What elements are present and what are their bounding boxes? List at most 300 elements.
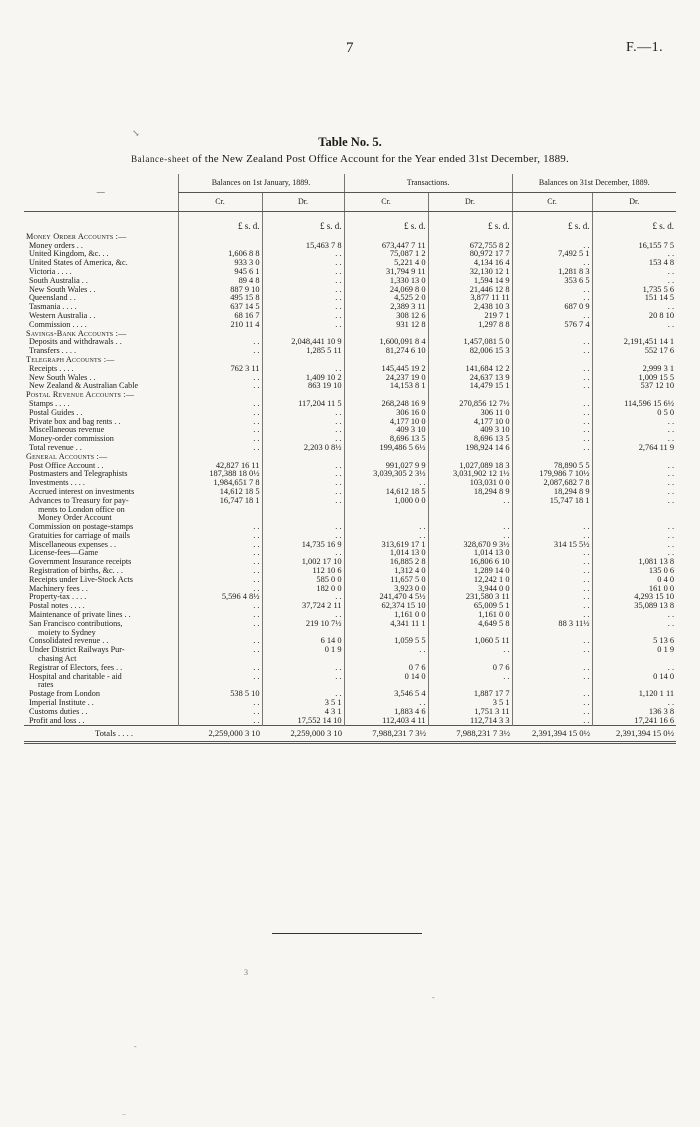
value-cell [262,391,344,400]
row-label: Profit and loss . . [29,716,85,725]
value-cell [344,514,428,523]
value-cell: 35,089 13 8 [592,602,676,611]
table-row [24,611,676,620]
value-cell: . . [178,523,262,532]
value-cell [428,506,512,515]
value-cell: 18,294 8 9 [428,488,512,497]
value-cell: 3,039,305 2 3½ [344,470,428,479]
section-label: General Accounts :— [26,452,108,461]
value-cell [512,233,592,242]
table-row [24,514,676,523]
value-cell: 2,764 11 9 [592,444,676,453]
value-cell: 409 3 10 [428,426,512,435]
value-cell [512,655,592,664]
value-cell [262,506,344,515]
value-cell [344,453,428,462]
value-cell: 931 12 8 [344,321,428,330]
row-label: Private box and bag rents . . [29,417,121,426]
totals-cell: 7,988,231 7 3½ [344,726,428,743]
value-cell: 2,048,441 10 9 [262,338,344,347]
row-label: Money Order Account [38,514,112,523]
value-cell: . . [512,259,592,268]
table-row [24,717,676,726]
value-cell: . . [262,259,344,268]
value-cell: 11,657 5 0 [344,576,428,585]
value-cell: 353 6 5 [512,277,592,286]
value-cell [344,655,428,664]
table-row [24,646,676,655]
value-cell [428,391,512,400]
value-cell: . . [178,708,262,717]
header-blank: — [24,174,178,212]
value-cell [262,233,344,242]
value-cell: . . [512,382,592,391]
balance-sheet-table-wrapper [24,174,676,744]
value-cell: . . [592,418,676,427]
table-row [24,655,676,664]
row-label: Advances to Treasury for pay- [29,496,129,505]
value-cell: . . [512,549,592,558]
value-cell: . . [178,418,262,427]
value-cell [344,391,428,400]
totals-cell: 2,259,000 3 10 [262,726,344,743]
value-cell: . . [262,409,344,418]
totals-cell: 7,988,231 7 3½ [428,726,512,743]
value-cell: . . [512,312,592,321]
value-cell: 0 14 0 [344,673,428,682]
table-row [24,699,676,708]
header-col-dr: Dr. [262,193,344,212]
value-cell: . . [178,444,262,453]
table-row [24,585,676,594]
table-row [24,620,676,629]
value-cell: 78,890 5 5 [512,462,592,471]
value-cell [512,391,592,400]
value-cell [428,655,512,664]
value-cell: 1,457,081 5 0 [428,338,512,347]
table-row [24,673,676,682]
table-header [24,174,676,212]
table-row [24,497,676,506]
value-cell: 0 14 0 [592,673,676,682]
value-cell: . . [512,418,592,427]
row-label: Commission on postage-stamps [29,523,134,532]
units-blank [24,212,178,233]
value-cell: 4,293 15 10 [592,593,676,602]
value-cell: 141,684 12 2 [428,365,512,374]
row-label: South Australia . . [29,276,88,285]
row-label: Property-tax . . . . [29,593,87,602]
value-cell: 3,877 11 11 [428,294,512,303]
value-cell: . . [178,541,262,550]
table-row [24,242,676,251]
value-cell [428,453,512,462]
value-cell [344,681,428,690]
value-cell [428,356,512,365]
value-cell: . . [592,664,676,673]
header-col-cr: Cr. [178,193,262,212]
value-cell: . . [592,462,676,471]
value-cell: . . [512,523,592,532]
value-cell: . . [592,321,676,330]
value-cell: . . [344,699,428,708]
value-cell: 2,999 3 1 [592,365,676,374]
value-cell: . . [512,602,592,611]
value-cell: . . [512,426,592,435]
value-cell: 136 3 8 [592,708,676,717]
value-cell: . . [178,611,262,620]
row-label: Machinery fees . . [29,584,88,593]
value-cell [178,506,262,515]
value-cell: . . [592,611,676,620]
row-label: New Zealand & Australian Cable [29,382,139,391]
value-cell: 8,696 13 5 [344,435,428,444]
totals-cell: 2,259,000 3 10 [178,726,262,743]
value-cell [512,506,592,515]
value-cell: . . [262,673,344,682]
value-cell: . . [262,664,344,673]
value-cell: 14,612 18 5 [178,488,262,497]
table-row [24,576,676,585]
value-cell: . . [178,585,262,594]
value-cell: 2,087,682 7 8 [512,479,592,488]
value-cell [178,356,262,365]
value-cell [592,514,676,523]
value-cell: . . [262,470,344,479]
row-label: Maintenance of private lines . . [29,611,131,620]
row-label: Gratuities for carriage of mails [29,531,130,540]
value-cell: 219 10 7½ [262,620,344,629]
table-row [24,268,676,277]
value-cell: . . [592,435,676,444]
row-label: Total revenue . . [29,443,82,452]
value-cell: . . [512,365,592,374]
row-label: New South Wales . . [29,373,96,382]
value-cell: . . [512,673,592,682]
value-cell: 0 1 9 [262,646,344,655]
value-cell: . . [512,593,592,602]
value-cell: . . [428,532,512,541]
value-cell [512,453,592,462]
value-cell: . . [592,497,676,506]
header-col-dr: Dr. [428,193,512,212]
value-cell: 16,806 6 10 [428,558,512,567]
value-cell: . . [262,532,344,541]
table-row [24,567,676,576]
value-cell: 2,191,451 14 1 [592,338,676,347]
value-cell: . . [428,523,512,532]
value-cell: 3,944 0 0 [428,585,512,594]
value-cell: 103,031 0 0 [428,479,512,488]
value-cell: . . [178,637,262,646]
header-col-cr: Cr. [344,193,428,212]
row-label: Post Office Account . . [29,461,104,470]
value-cell: . . [262,479,344,488]
subtitle-rest: of the New Zealand Post Office Account for the Year ended 31st December, 1889. [192,153,569,165]
value-cell: 145,445 19 2 [344,365,428,374]
value-cell: 3,546 5 4 [344,690,428,699]
value-cell: 82,006 15 3 [428,347,512,356]
value-cell: 863 19 10 [262,382,344,391]
row-label: Postal Guides . . [29,408,83,417]
value-cell: . . [512,690,592,699]
table-row [24,681,676,690]
value-cell: . . [512,646,592,655]
value-cell: 18,294 8 9 [512,488,592,497]
value-cell: . . [512,567,592,576]
value-cell: . . [592,523,676,532]
section-header-row [24,233,676,242]
row-label: Receipts under Live-Stock Acts [29,575,133,584]
value-cell: . . [178,532,262,541]
section-header-row [24,330,676,339]
balance-sheet-table [24,174,676,744]
value-cell: 81,274 6 10 [344,347,428,356]
value-cell [592,629,676,638]
value-cell: 20 8 10 [592,312,676,321]
row-label: United States of America, &c. [29,259,128,268]
value-cell: 306 11 0 [428,409,512,418]
value-cell: . . [262,277,344,286]
value-cell: . . [178,347,262,356]
unit-cell: £ s. d. [178,212,262,233]
value-cell: 14,479 15 1 [428,382,512,391]
row-label: San Francisco contributions, [29,619,123,628]
value-cell: . . [262,321,344,330]
value-cell [592,681,676,690]
value-cell [344,356,428,365]
section-label: Telegraph Accounts :— [26,355,115,364]
table-row [24,470,676,479]
value-cell: 0 7 6 [344,664,428,673]
value-cell: . . [512,435,592,444]
value-cell: 2,389 3 11 [344,303,428,312]
value-cell: 313,619 17 1 [344,541,428,550]
value-cell: 1,285 5 11 [262,347,344,356]
value-cell: 17,241 16 6 [592,717,676,726]
speck-mark: 3 [244,968,248,977]
value-cell: . . [178,620,262,629]
value-cell [262,356,344,365]
table-row [24,532,676,541]
value-cell: 537 12 10 [592,382,676,391]
value-cell [178,629,262,638]
value-cell: 151 14 5 [592,294,676,303]
value-cell: 585 0 0 [262,576,344,585]
value-cell [592,453,676,462]
value-cell: . . [178,374,262,383]
value-cell: 270,856 12 7½ [428,400,512,409]
value-cell: . . [512,699,592,708]
row-label: Commission . . . . [29,320,87,329]
value-cell: 1,330 13 0 [344,277,428,286]
row-label: rates [38,681,54,690]
table-row [24,418,676,427]
value-cell: 37,724 2 11 [262,602,344,611]
totals-row [24,726,676,743]
value-cell [178,453,262,462]
value-cell: 5,596 4 8½ [178,593,262,602]
value-cell [262,514,344,523]
value-cell: 21,446 12 8 [428,286,512,295]
table-row [24,708,676,717]
row-label: Hospital and charitable - aid [29,672,122,681]
value-cell [592,330,676,339]
table-row [24,409,676,418]
value-cell: 2,203 0 8½ [262,444,344,453]
value-cell: 114,596 15 6½ [592,400,676,409]
value-cell [262,629,344,638]
value-cell: 135 0 6 [592,567,676,576]
value-cell: 1,081 13 8 [592,558,676,567]
value-cell: . . [262,523,344,532]
value-cell: 637 14 5 [178,303,262,312]
value-cell: 0 1 9 [592,646,676,655]
value-cell: 89 4 8 [178,277,262,286]
table-subtitle [0,153,700,165]
value-cell: . . [262,488,344,497]
value-cell: 16,885 2 8 [344,558,428,567]
units-row [24,212,676,233]
value-cell: 1,161 0 0 [344,611,428,620]
value-cell: 552 17 6 [592,347,676,356]
value-cell: 15,463 7 8 [262,242,344,251]
row-label: Victoria . . . . [29,267,72,276]
value-cell [344,233,428,242]
value-cell: . . [428,497,512,506]
value-cell: . . [262,312,344,321]
value-cell [178,655,262,664]
value-cell [428,681,512,690]
value-cell: 4,525 2 0 [344,294,428,303]
value-cell: . . [262,611,344,620]
value-cell: . . [512,585,592,594]
value-cell: . . [512,558,592,567]
value-cell: . . [592,479,676,488]
value-cell: 1,606 8 8 [178,250,262,259]
table-row [24,382,676,391]
value-cell [178,514,262,523]
value-cell [592,506,676,515]
value-cell: . . [178,409,262,418]
value-cell: . . [344,646,428,655]
value-cell: . . [512,286,592,295]
value-cell: 187,388 18 0½ [178,470,262,479]
value-cell [592,655,676,664]
row-label: Consolidated revenue . . [29,637,109,646]
unit-cell: £ s. d. [428,212,512,233]
value-cell: . . [178,558,262,567]
speck-mark: - [134,1042,137,1051]
margin-mark: ↘ [132,128,140,138]
value-cell: 3,031,902 12 1½ [428,470,512,479]
value-cell: . . [178,382,262,391]
value-cell: . . [592,426,676,435]
value-cell: . . [512,374,592,383]
value-cell: 1,735 5 6 [592,286,676,295]
value-cell: 1,002 17 10 [262,558,344,567]
table-footer [24,726,676,743]
row-label: New South Wales . . [29,285,96,294]
value-cell: 945 6 1 [178,268,262,277]
totals-cell: 2,391,394 15 0½ [512,726,592,743]
value-cell: . . [178,602,262,611]
value-cell: 161 0 0 [592,585,676,594]
value-cell: 0 5 0 [592,409,676,418]
row-label: Western Australia . . [29,311,96,320]
totals-label: Totals . . . . [24,726,178,743]
value-cell: 16,747 18 1 [178,497,262,506]
value-cell: . . [512,708,592,717]
value-cell: 75,087 1 2 [344,250,428,259]
page-reference: F.—1. [626,40,664,55]
table-row [24,506,676,515]
value-cell: . . [262,303,344,312]
value-cell: 199,486 5 6½ [344,444,428,453]
table-row [24,426,676,435]
value-cell: 112,714 3 3 [428,717,512,726]
value-cell: . . [512,444,592,453]
value-cell: . . [344,523,428,532]
value-cell: 409 3 10 [344,426,428,435]
table-row [24,637,676,646]
table-row [24,479,676,488]
table-row [24,593,676,602]
row-label: License-fees—Game [29,549,99,558]
value-cell: 0 4 0 [592,576,676,585]
table-title: Table No. 5. [318,135,382,149]
value-cell: . . [262,418,344,427]
value-cell: . . [262,365,344,374]
value-cell [428,233,512,242]
value-cell [512,681,592,690]
unit-cell: £ s. d. [262,212,344,233]
value-cell: 16,155 7 5 [592,242,676,251]
header-group-transactions: Transactions. [344,174,512,193]
totals-cell: 2,391,394 15 0½ [592,726,676,743]
table-row [24,549,676,558]
row-label: Receipts . . . . [29,364,74,373]
value-cell: 6 14 0 [262,637,344,646]
table-row [24,338,676,347]
value-cell: 991,027 9 9 [344,462,428,471]
value-cell: . . [592,303,676,312]
value-cell: 32,130 12 1 [428,268,512,277]
value-cell: . . [428,673,512,682]
value-cell: . . [262,549,344,558]
value-cell: 1,000 0 0 [344,497,428,506]
value-cell: 219 7 1 [428,312,512,321]
value-cell: 4,649 5 8 [428,620,512,629]
value-cell: . . [592,699,676,708]
value-cell: . . [512,409,592,418]
value-cell: . . [262,593,344,602]
value-cell: 65,009 5 1 [428,602,512,611]
value-cell: 1,009 15 5 [592,374,676,383]
value-cell: 2,438 10 3 [428,303,512,312]
table-row [24,321,676,330]
value-cell: 241,470 4 5½ [344,593,428,602]
table-row [24,374,676,383]
value-cell: . . [512,664,592,673]
value-cell: . . [592,549,676,558]
value-cell: . . [262,462,344,471]
value-cell: 80,972 17 7 [428,250,512,259]
value-cell: 14,735 16 9 [262,541,344,550]
value-cell: 1,059 5 5 [344,637,428,646]
value-cell: 933 3 0 [178,259,262,268]
value-cell: . . [178,338,262,347]
